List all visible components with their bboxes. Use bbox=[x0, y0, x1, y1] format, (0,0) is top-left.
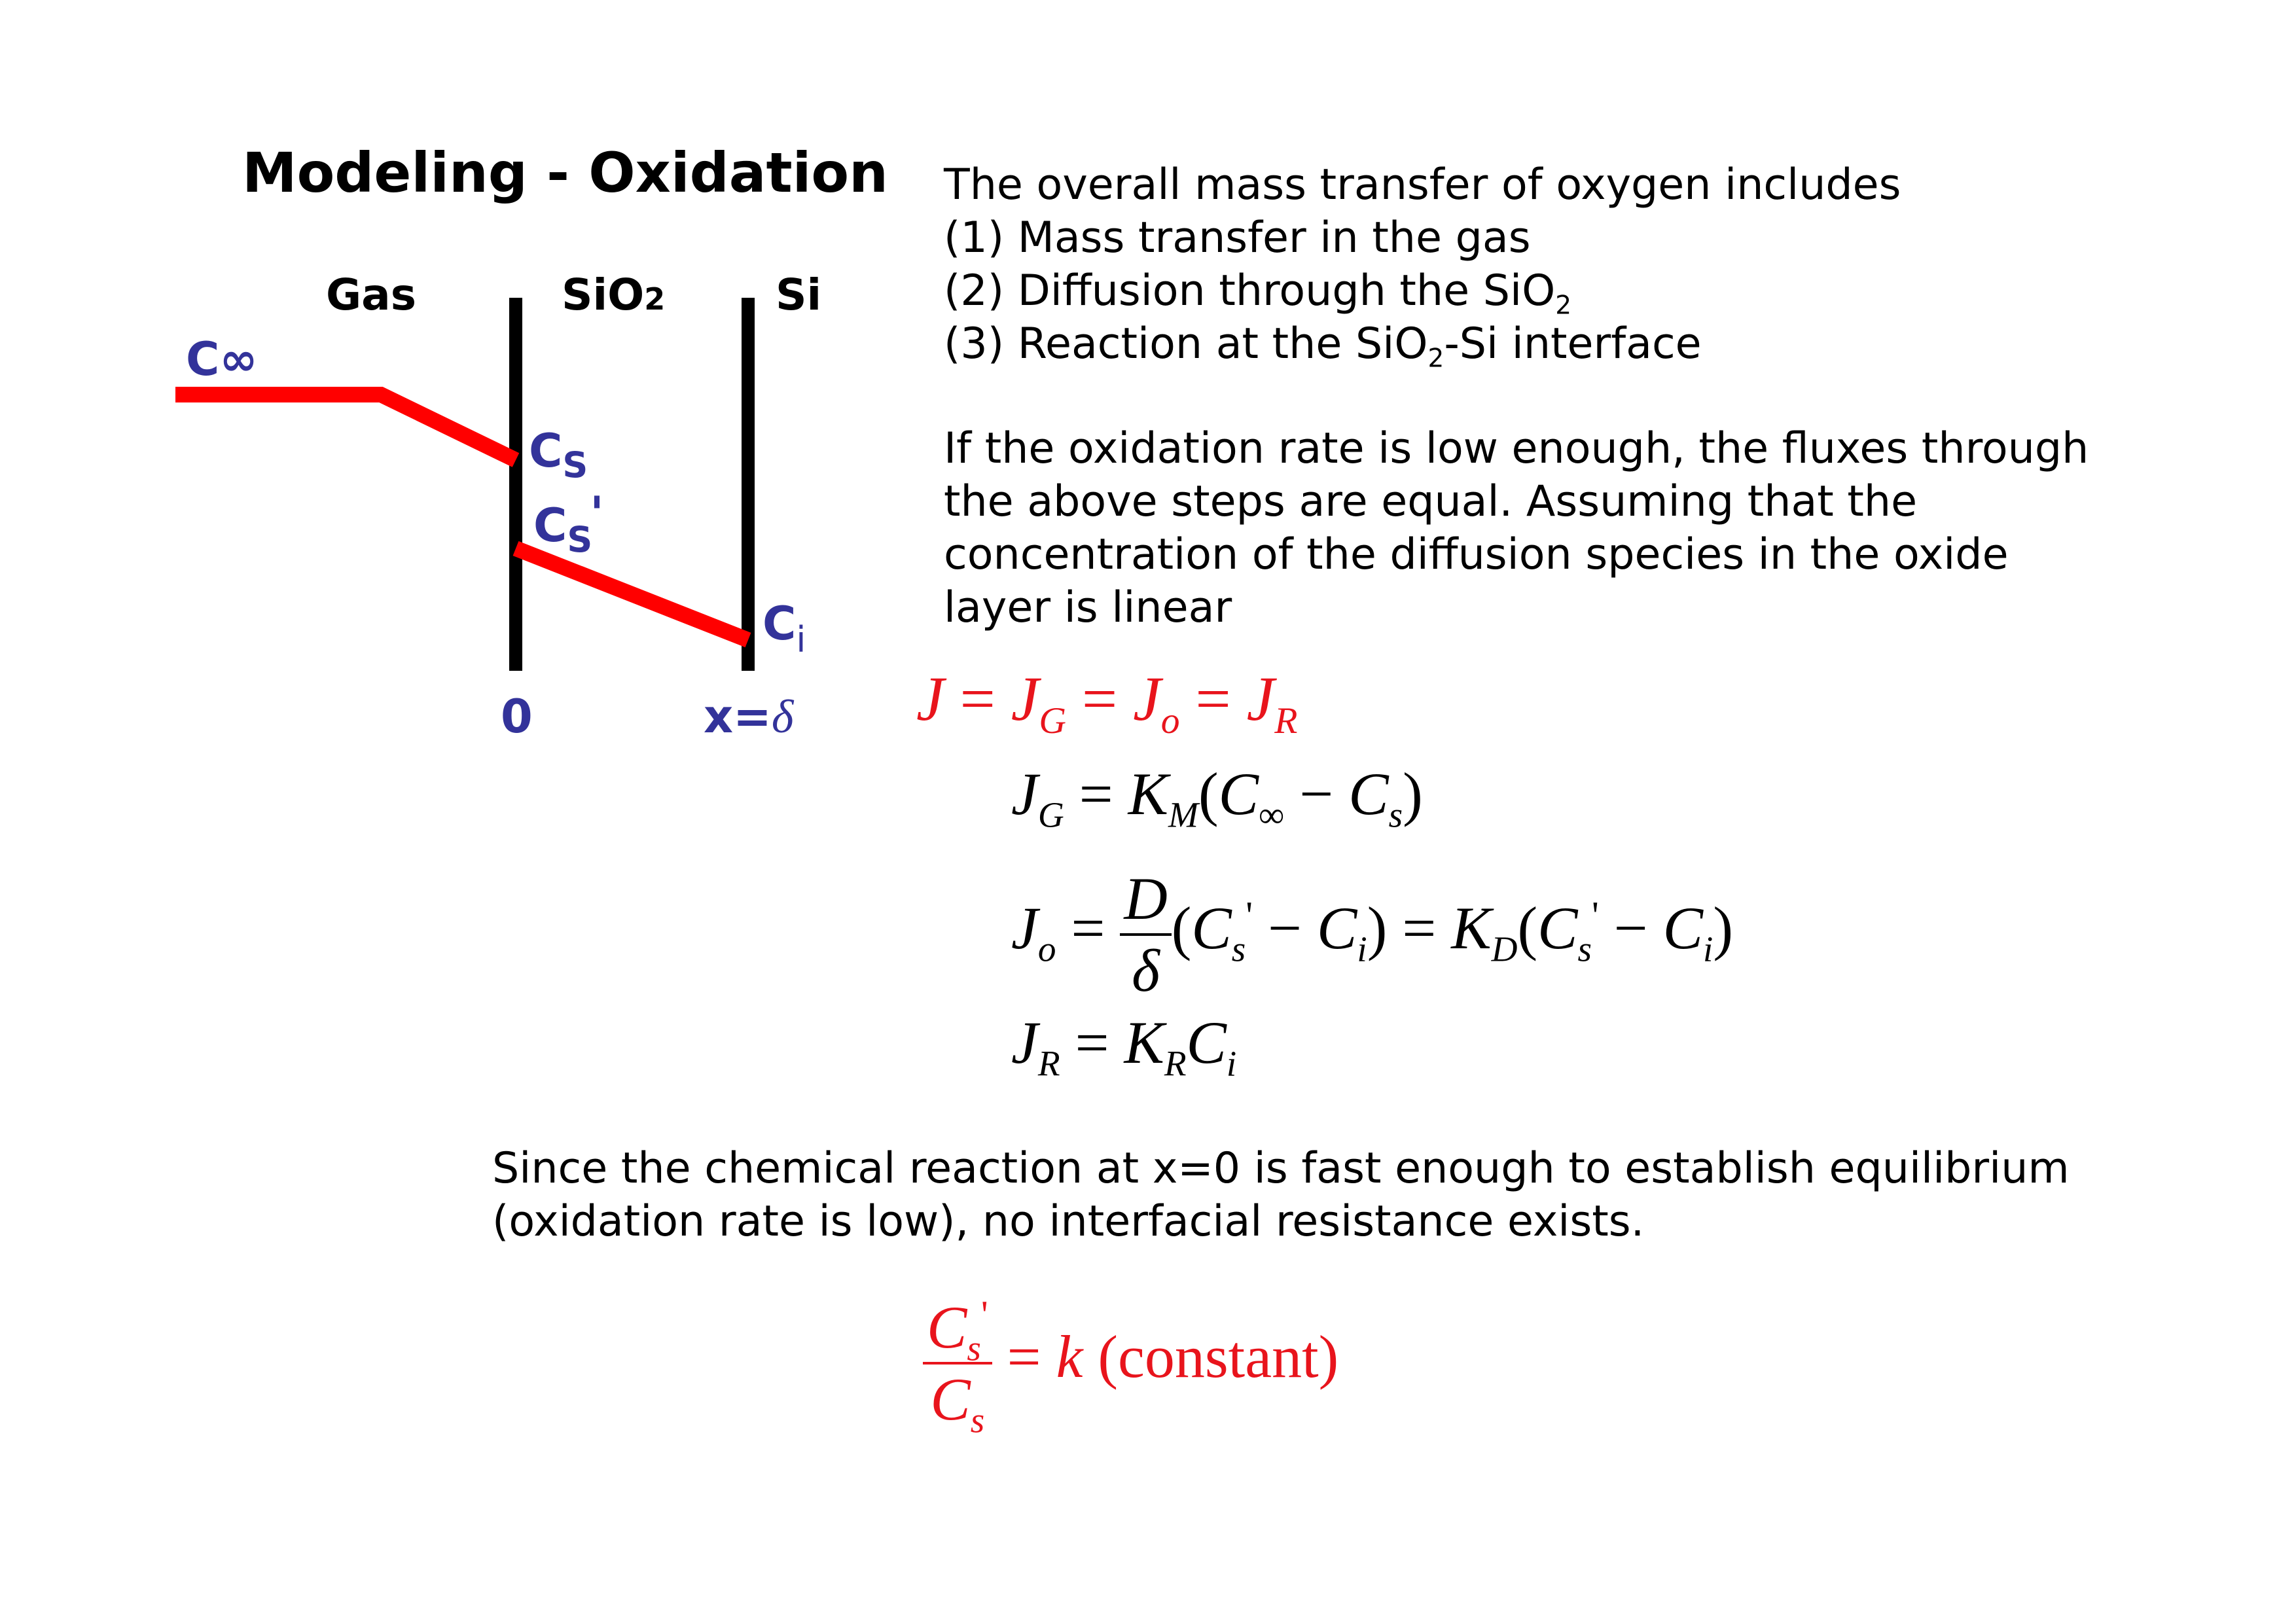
si-region-label: Si bbox=[776, 270, 822, 320]
oxide-flux-equation: $J_o$ = $\frac{D}{\delta}$ $(C_s' - C_i) = K_D(C_s' - C_i)$ bbox=[1011, 865, 1734, 1004]
cs-label: $C_S$ bbox=[529, 424, 588, 486]
assumption-line: concentration of the diffusion species in the oxide bbox=[944, 530, 2009, 579]
assumption-line: the above steps are equal. Assuming that the bbox=[944, 477, 1918, 526]
x-delta-label: x=δ bbox=[704, 690, 794, 743]
oxide-concentration-profile bbox=[516, 548, 748, 640]
assumption-line: layer is linear bbox=[944, 583, 1232, 632]
equilibrium-paragraph bbox=[492, 1142, 2070, 1248]
intro-line: (2) Diffusion through the SiO$_2$ bbox=[944, 266, 1572, 321]
equilibrium-line: (oxidation rate is low), no interfacial resistance exists. bbox=[492, 1197, 1645, 1246]
intro-line: (1) Mass transfer in the gas bbox=[944, 213, 1531, 262]
reaction-flux-equation: $J_R = K_RC_i$ bbox=[1011, 1009, 1237, 1084]
intro-line: The overall mass transfer of oxygen includes bbox=[944, 160, 1901, 209]
cs-prime-label: $C_S'$ bbox=[533, 487, 604, 561]
ci-label: $C_i$ bbox=[762, 597, 806, 660]
gas-flux-equation: $J_G = K_M(C_\infty - C_s)$ bbox=[1011, 760, 1423, 835]
d-over-delta-fraction: $\frac{D}{\delta}$ bbox=[1120, 864, 1171, 1005]
intro-line: (3) Reaction at the SiO$_2$-Si interface bbox=[944, 319, 1702, 374]
assumption-line: If the oxidation rate is low enough, the fluxes through bbox=[944, 424, 2089, 473]
sio2-region-label: SiO2 bbox=[562, 270, 666, 320]
mass-transfer-list bbox=[944, 158, 1901, 374]
cs-prime-over-cs-fraction: $\frac{C_s'}{C_s}$ bbox=[923, 1293, 992, 1434]
assumption-paragraph bbox=[944, 422, 2089, 634]
slide-title: Modeling - Oxidation bbox=[242, 141, 888, 205]
x-zero-label: 0 bbox=[501, 690, 533, 743]
partition-coefficient-equation: $\frac{C_s'}{C_s}$ = k (constant) bbox=[923, 1293, 1338, 1434]
gas-concentration-profile bbox=[175, 395, 516, 460]
gas-region-label: Gas bbox=[326, 270, 416, 320]
c-infinity-label: C∞ bbox=[186, 332, 258, 386]
equilibrium-line: Since the chemical reaction at x=0 is fast enough to establish equilibrium bbox=[492, 1144, 2070, 1193]
flux-equality-equation: $J = J_G = J_o = J_R$ bbox=[916, 664, 1298, 742]
